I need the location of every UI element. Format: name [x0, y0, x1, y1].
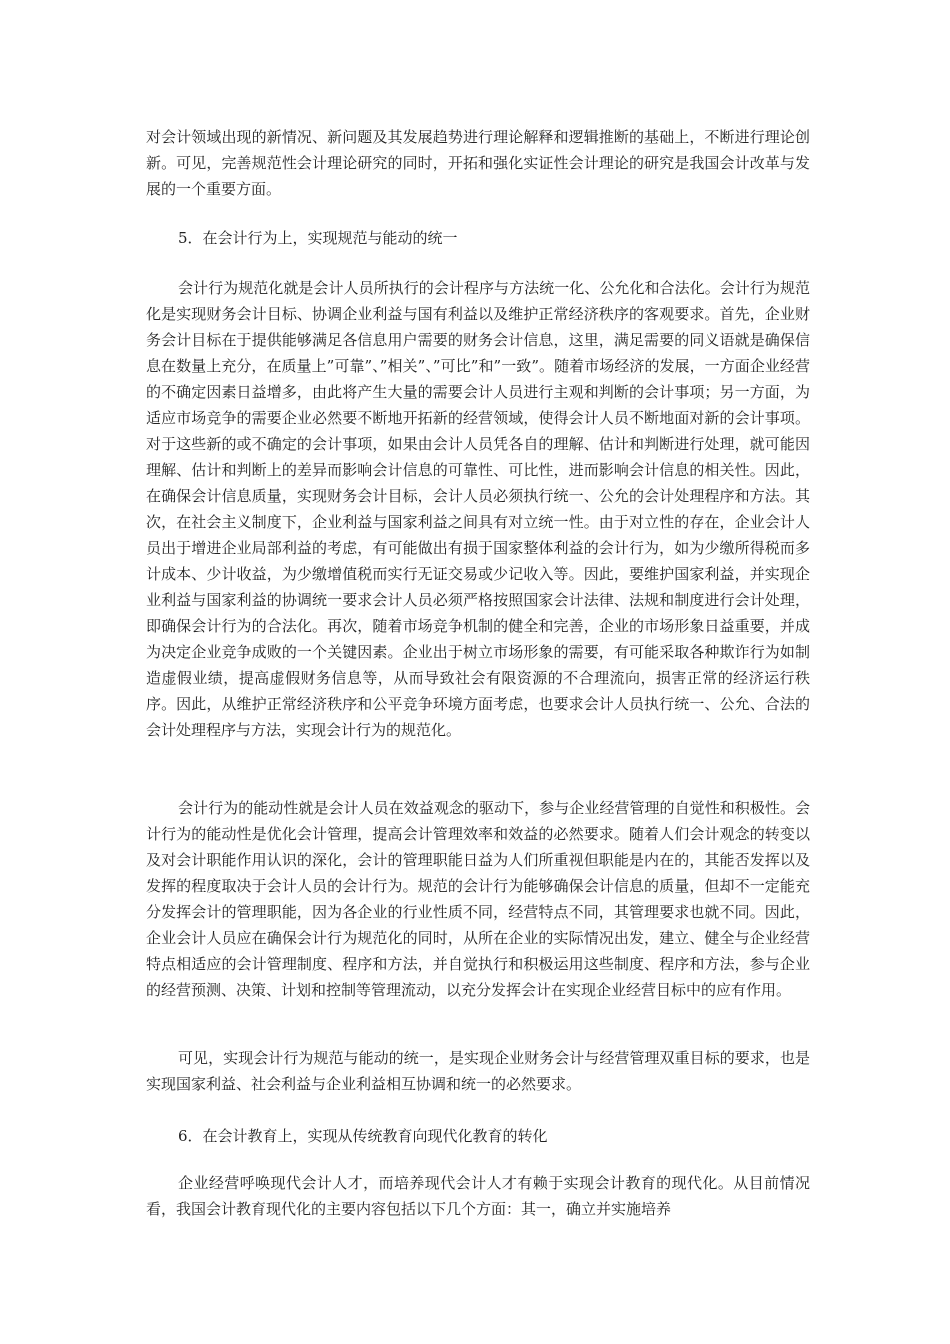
section-heading-6: 6．在会计教育上，实现从传统教育向现代化教育的转化 — [178, 1127, 548, 1145]
paragraph-continuation: 对会计领域出现的新情况、新问题及其发展趋势进行理论解释和逻辑推断的基础上，不断进行理论创新。可见，完善规范性会计理论研究的同时，开拓和强化实证性会计理论的研究是我国会计改革与发展的一个重要方面。 — [146, 128, 810, 198]
paragraph-education: 企业经营呼唤现代会计人才，而培养现代会计人才有赖于实现会计教育的现代化。从目前情况看，我国会计教育现代化的主要内容包括以下几个方面：其一，确立并实施培养 — [146, 1174, 810, 1218]
section-heading-5: 5．在会计行为上，实现规范与能动的统一 — [178, 229, 458, 247]
paragraph-conclusion: 可见，实现会计行为规范与能动的统一，是实现企业财务会计与经营管理双重目标的要求，也是实现国家利益、社会利益与企业利益相互协调和统一的必然要求。 — [146, 1049, 810, 1093]
paragraph-standardization: 会计行为规范化就是会计人员所执行的会计程序与方法统一化、公允化和合法化。会计行为规范化是实现财务会计目标、协调企业利益与国有利益以及维护正常经济秩序的客观要求。首先，企业财务会计目标在于提供能够满足各信息用户需要的财务会计信息，这里，满足需要的同义语就是确保信息在数量上充分，在质量上”可靠”、”相关”、”可比”和”一致”。随着市场经济的发展，一方面企业经营的不确定因素日益增多，由此将产生大量的需要会计人员进行主观和判断的会计事项；另一方面，为适应市场竞争的需要企业必然要不断地开拓新的经营领域，使得会计人员不断地面对新的会计事项。对于这些新的或不确定的会计事项，如果由会计人员凭各自的理解、估计和判断进行处理，就可能因理解、估计和判断上的差异而影响会计信息的可靠性、可比性，进而影响会计信息的相关性。因此，在确保会计信息质量，实现财务会计目标，会计人员必须执行统一、公允的会计处理程序和方法。其次，在社会主义制度下，企业利益与国家利益之间具有对立统一性。由于对立性的存在，企业会计人员出于增进企业局部利益的考虑，有可能做出有损于国家整体利益的会计行为，如为少缴所得税而多计成本、少计收益，为少缴增值税而实行无证交易或少记收入等。因此，要维护国家利益，并实现企业利益与国家利益的协调统一要求会计人员必须严格按照国家会计法律、法规和制度进行会计处理，即确保会计行为的合法化。再次，随着市场竞争机制的健全和完善，企业的市场形象日益重要，并成为决定企业竞争成败的一个关键因素。企业出于树立市场形象的需要，有可能采取各种欺诈行为如制造虚假业绩，提高虚假财务信息等，从而导致社会有限资源的不合理流向，损害正常的经济运行秩序。因此，从维护正常经济秩序和公平竞争环境方面考虑，也要求会计人员执行统一、公允、合法的会计处理程序与方法，实现会计行为的规范化。 — [146, 279, 810, 739]
paragraph-initiative: 会计行为的能动性就是会计人员在效益观念的驱动下，参与企业经营管理的自觉性和积极性。会计行为的能动性是优化会计管理，提高会计管理效率和效益的必然要求。随着人们会计观念的转变以及对会计职能作用认识的深化，会计的管理职能日益为人们所重视但职能是内在的，其能否发挥以及发挥的程度取决于会计人员的会计行为。规范的会计行为能够确保会计信息的质量，但却不一定能充分发挥会计的管理职能，因为各企业的行业性质不同，经营特点不同，其管理要求也就不同。因此，企业会计人员应在确保会计行为规范化的同时，从所在企业的实际情况出发，建立、健全与企业经营特点相适应的会计管理制度、程序和方法，并自觉执行和积极运用这些制度、程序和方法，参与企业的经营预测、决策、计划和控制等管理流动，以充分发挥会计在实现企业经营目标中的应有作用。 — [146, 799, 810, 999]
